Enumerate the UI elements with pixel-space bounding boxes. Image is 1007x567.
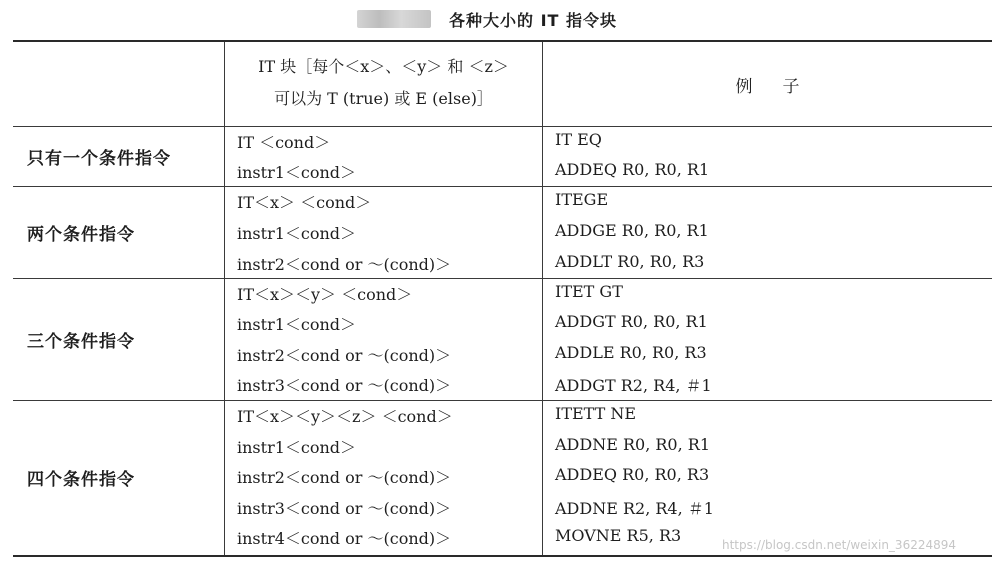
example-line: MOVNE R5, R3 <box>555 526 682 545</box>
syntax-line: instr2＜cond or ～(cond)＞ <box>237 255 452 274</box>
syntax-line: IT＜x＞＜y＞＜z＞ ＜cond＞ <box>237 407 453 426</box>
group-label: 只有一个条件指令 <box>27 148 171 169</box>
example-line: ADDLE R0, R0, R3 <box>555 343 707 362</box>
column-divider <box>224 42 225 555</box>
syntax-line: IT ＜cond＞ <box>237 133 331 152</box>
example-line: ADDNE R2, R4, ＃1 <box>555 499 714 518</box>
syntax-line: instr2＜cond or ～(cond)＞ <box>237 468 452 487</box>
example-line: ADDEQ R0, R0, R3 <box>555 465 710 484</box>
syntax-line: instr1＜cond＞ <box>237 224 357 243</box>
syntax-line: instr1＜cond＞ <box>237 163 357 182</box>
example-line: ITET GT <box>555 282 623 301</box>
syntax-line: IT＜x＞＜y＞ ＜cond＞ <box>237 285 413 304</box>
example-line: ADDGE R0, R0, R1 <box>555 221 709 240</box>
it-block-table <box>13 40 992 557</box>
syntax-line: instr1＜cond＞ <box>237 315 357 334</box>
example-line: ITETT NE <box>555 404 637 423</box>
example-line: IT EQ <box>555 130 602 149</box>
header-syntax-line: IT 块［每个＜x＞、＜y＞ 和 ＜z＞ <box>258 57 509 76</box>
caption-title: 各种大小的 IT 指令块 <box>449 11 618 30</box>
syntax-line: instr1＜cond＞ <box>237 438 357 457</box>
example-line: ADDNE R0, R0, R1 <box>555 435 710 454</box>
table-caption <box>0 6 1007 32</box>
group-label: 两个条件指令 <box>27 224 135 245</box>
syntax-line: instr4＜cond or ～(cond)＞ <box>237 529 452 548</box>
group-label: 四个条件指令 <box>27 470 135 490</box>
syntax-line: IT＜x＞ ＜cond＞ <box>237 193 372 212</box>
syntax-line: instr3＜cond or ～(cond)＞ <box>237 499 452 518</box>
group-label: 三个条件指令 <box>27 331 135 352</box>
header-example: 例子 <box>735 76 830 97</box>
example-line: ITEGE <box>555 190 609 209</box>
watermark: https://blog.csdn.net/weixin_36224894 <box>722 538 957 552</box>
header-syntax <box>225 51 542 115</box>
syntax-line: instr2＜cond or ～(cond)＞ <box>237 346 452 365</box>
example-line: ADDLT R0, R0, R3 <box>555 252 705 271</box>
redacted-figure-number <box>357 10 431 28</box>
example-line: ADDGT R2, R4, ＃1 <box>555 376 712 395</box>
header-syntax-line: 可以为 T (true) 或 E (else)］ <box>274 89 493 108</box>
example-line: ADDGT R0, R0, R1 <box>555 312 708 331</box>
syntax-line: instr3＜cond or ～(cond)＞ <box>237 376 452 395</box>
example-line: ADDEQ R0, R0, R1 <box>555 160 710 179</box>
